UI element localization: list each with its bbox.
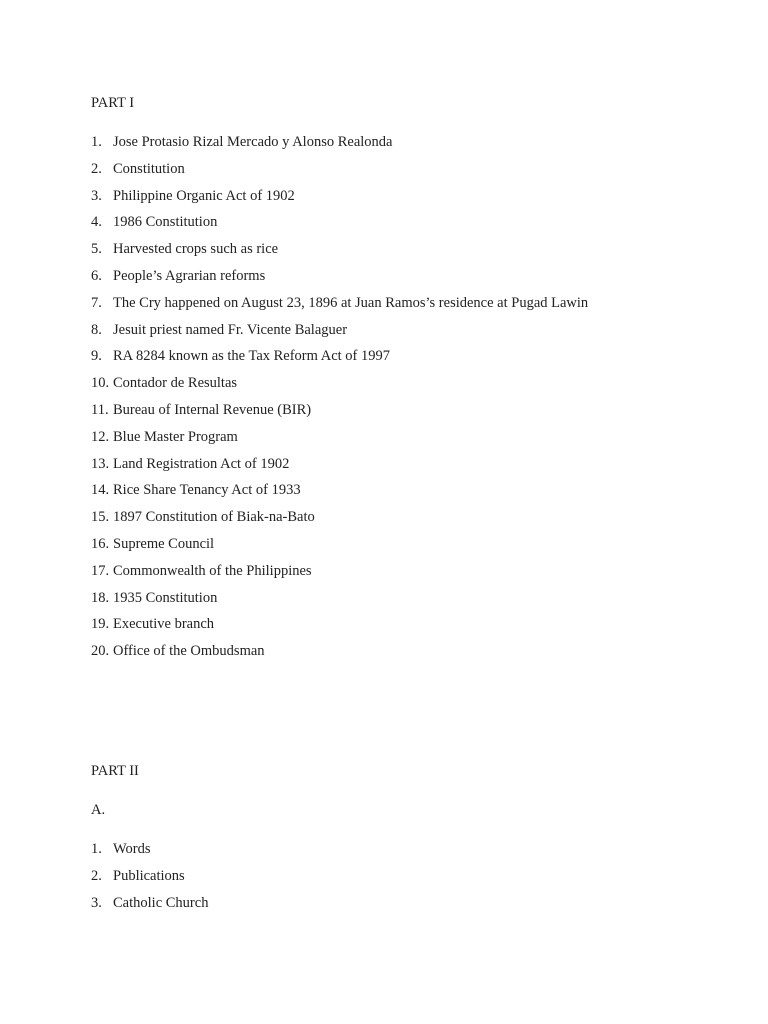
item-text: Words bbox=[113, 841, 151, 857]
item-number: 16. bbox=[91, 535, 110, 552]
list-item bbox=[91, 428, 588, 455]
item-text: Philippine Organic Act of 1902 bbox=[113, 187, 295, 204]
list-item bbox=[91, 562, 588, 589]
item-number: 18. bbox=[91, 589, 110, 606]
item-text: Land Registration Act of 1902 bbox=[113, 455, 290, 472]
item-text: 1986 Constitution bbox=[113, 214, 218, 231]
list-item bbox=[91, 642, 588, 669]
list-item bbox=[91, 374, 588, 401]
item-text: Catholic Church bbox=[113, 894, 209, 911]
item-number: 1. bbox=[91, 134, 102, 150]
item-text: People’s Agrarian reforms bbox=[113, 267, 266, 284]
item-number: 14. bbox=[91, 482, 110, 499]
list-item bbox=[91, 455, 588, 482]
item-number: 4. bbox=[91, 214, 102, 231]
list-item bbox=[91, 160, 588, 187]
item-text: Jose Protasio Rizal Mercado y Alonso Realonda bbox=[113, 134, 393, 150]
item-number: 3. bbox=[91, 894, 102, 911]
item-number: 9. bbox=[91, 348, 102, 365]
item-number: 15. bbox=[91, 509, 110, 526]
list-item bbox=[91, 840, 208, 867]
list-item bbox=[91, 589, 588, 616]
item-number: 7. bbox=[91, 294, 102, 311]
item-text: Jesuit priest named Fr. Vicente Balaguer bbox=[113, 321, 348, 338]
item-number: 8. bbox=[91, 321, 102, 338]
part-1-heading: PART I bbox=[91, 95, 135, 111]
list-item bbox=[91, 294, 588, 321]
part-1-list bbox=[91, 133, 588, 669]
item-text: Commonwealth of the Philippines bbox=[113, 562, 312, 579]
list-item bbox=[91, 321, 588, 348]
item-text: Publications bbox=[113, 867, 185, 884]
item-text: The Cry happened on August 23, 1896 at Juan Ramos’s residence at Pugad Lawin bbox=[113, 294, 589, 311]
part-2-subheading: A. bbox=[91, 802, 106, 818]
list-item bbox=[91, 615, 588, 642]
item-text: 1935 Constitution bbox=[113, 589, 218, 606]
list-item bbox=[91, 133, 588, 160]
list-item bbox=[91, 481, 588, 508]
item-text: Blue Master Program bbox=[113, 428, 238, 445]
list-item bbox=[91, 401, 588, 428]
part-2-heading: PART II bbox=[91, 763, 139, 779]
list-item bbox=[91, 535, 588, 562]
item-text: Constitution bbox=[113, 160, 185, 177]
list-item bbox=[91, 213, 588, 240]
item-number: 11. bbox=[91, 401, 109, 418]
list-item bbox=[91, 187, 588, 214]
list-item bbox=[91, 867, 208, 894]
item-text: Contador de Resultas bbox=[113, 375, 238, 392]
list-item bbox=[91, 894, 208, 921]
item-number: 17. bbox=[91, 562, 110, 579]
item-text: Bureau of Internal Revenue (BIR) bbox=[113, 401, 312, 418]
item-text: Supreme Council bbox=[113, 535, 215, 552]
item-text: Harvested crops such as rice bbox=[113, 241, 279, 258]
item-number: 13. bbox=[91, 455, 110, 472]
item-number: 1. bbox=[91, 841, 102, 857]
item-text: Office of the Ombudsman bbox=[113, 643, 265, 660]
item-number: 5. bbox=[91, 241, 102, 258]
list-item bbox=[91, 267, 588, 294]
item-number: 20. bbox=[91, 643, 110, 660]
part-2-list bbox=[91, 840, 208, 920]
list-item bbox=[91, 508, 588, 535]
item-number: 6. bbox=[91, 267, 102, 284]
item-number: 3. bbox=[91, 187, 102, 204]
item-text: Executive branch bbox=[113, 616, 215, 633]
item-number: 10. bbox=[91, 375, 110, 392]
item-number: 19. bbox=[91, 616, 110, 633]
item-number: 2. bbox=[91, 867, 102, 884]
item-number: 2. bbox=[91, 160, 102, 177]
item-number: 12. bbox=[91, 428, 110, 445]
list-item bbox=[91, 240, 588, 267]
list-item bbox=[91, 347, 588, 374]
item-text: RA 8284 known as the Tax Reform Act of 1997 bbox=[113, 348, 391, 365]
item-text: 1897 Constitution of Biak-na-Bato bbox=[113, 509, 315, 526]
item-text: Rice Share Tenancy Act of 1933 bbox=[113, 482, 301, 499]
